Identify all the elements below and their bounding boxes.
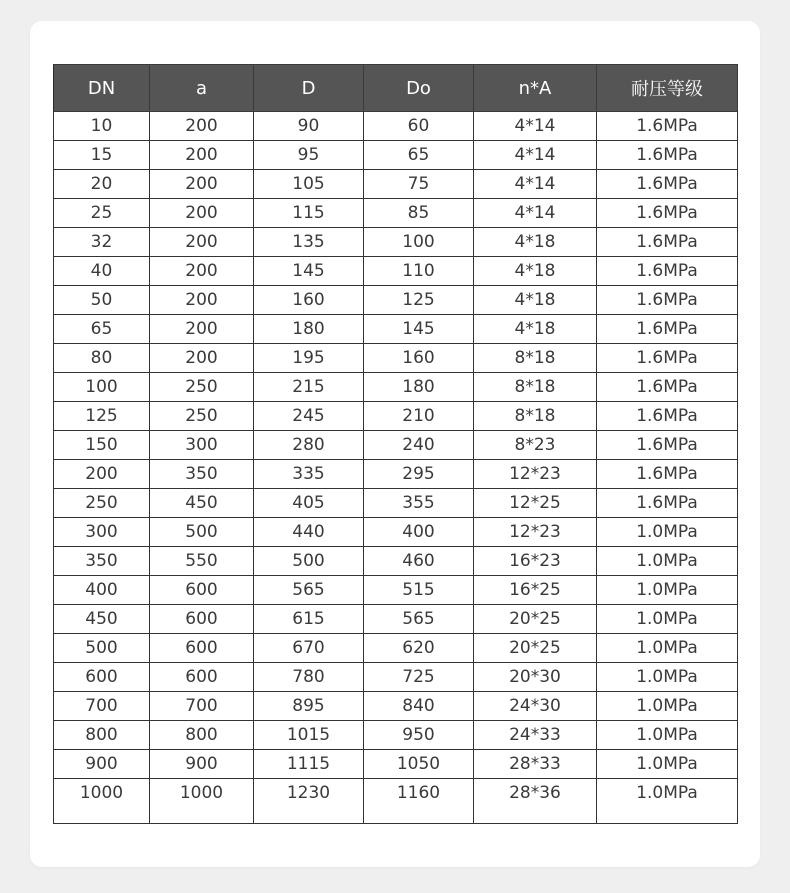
- table-row: [54, 663, 738, 692]
- cell-d: 895: [254, 692, 364, 721]
- cell-d: 95: [254, 141, 364, 170]
- cell-do: 295: [364, 460, 474, 489]
- cell-d: 670: [254, 634, 364, 663]
- cell-dn: 700: [54, 692, 150, 721]
- cell-pressure-rating: 1.6MPa: [597, 460, 738, 489]
- cell-na: 4*14: [474, 199, 597, 228]
- header-na: n*A: [474, 65, 597, 112]
- table-row: [54, 170, 738, 199]
- cell-dn: 15: [54, 141, 150, 170]
- cell-pressure-rating: 1.6MPa: [597, 112, 738, 141]
- cell-na: 24*30: [474, 692, 597, 721]
- cell-a: 200: [150, 257, 254, 286]
- cell-d: 1115: [254, 750, 364, 779]
- table-row: [54, 257, 738, 286]
- cell-na: 4*14: [474, 170, 597, 199]
- cell-a: 200: [150, 228, 254, 257]
- cell-pressure-rating: 1.6MPa: [597, 373, 738, 402]
- table-row: [54, 721, 738, 750]
- cell-dn: 500: [54, 634, 150, 663]
- cell-dn: 50: [54, 286, 150, 315]
- cell-a: 200: [150, 141, 254, 170]
- cell-pressure-rating: 1.6MPa: [597, 286, 738, 315]
- cell-a: 550: [150, 547, 254, 576]
- table-row: [54, 286, 738, 315]
- cell-a: 200: [150, 170, 254, 199]
- cell-d: 1230: [254, 779, 364, 824]
- cell-do: 180: [364, 373, 474, 402]
- cell-na: 20*30: [474, 663, 597, 692]
- table-row: [54, 518, 738, 547]
- table-row: [54, 576, 738, 605]
- table-row: [54, 634, 738, 663]
- cell-a: 1000: [150, 779, 254, 824]
- cell-na: 12*23: [474, 460, 597, 489]
- cell-a: 500: [150, 518, 254, 547]
- cell-d: 780: [254, 663, 364, 692]
- cell-do: 85: [364, 199, 474, 228]
- cell-a: 350: [150, 460, 254, 489]
- cell-na: 4*18: [474, 228, 597, 257]
- cell-d: 565: [254, 576, 364, 605]
- cell-a: 200: [150, 199, 254, 228]
- cell-na: 8*18: [474, 373, 597, 402]
- cell-dn: 65: [54, 315, 150, 344]
- cell-dn: 150: [54, 431, 150, 460]
- cell-pressure-rating: 1.0MPa: [597, 692, 738, 721]
- cell-d: 615: [254, 605, 364, 634]
- cell-do: 125: [364, 286, 474, 315]
- cell-a: 200: [150, 112, 254, 141]
- cell-d: 90: [254, 112, 364, 141]
- cell-a: 600: [150, 576, 254, 605]
- cell-dn: 250: [54, 489, 150, 518]
- cell-na: 4*18: [474, 286, 597, 315]
- cell-na: 12*25: [474, 489, 597, 518]
- cell-pressure-rating: 1.0MPa: [597, 779, 738, 824]
- cell-do: 160: [364, 344, 474, 373]
- header-d: D: [254, 65, 364, 112]
- cell-do: 145: [364, 315, 474, 344]
- cell-d: 280: [254, 431, 364, 460]
- cell-d: 135: [254, 228, 364, 257]
- header-do: Do: [364, 65, 474, 112]
- table-row: [54, 489, 738, 518]
- cell-dn: 125: [54, 402, 150, 431]
- cell-d: 405: [254, 489, 364, 518]
- cell-pressure-rating: 1.6MPa: [597, 402, 738, 431]
- header-row: [54, 65, 738, 112]
- cell-na: 8*18: [474, 344, 597, 373]
- cell-dn: 40: [54, 257, 150, 286]
- cell-d: 215: [254, 373, 364, 402]
- cell-d: 115: [254, 199, 364, 228]
- cell-d: 195: [254, 344, 364, 373]
- table-row: [54, 605, 738, 634]
- cell-pressure-rating: 1.0MPa: [597, 721, 738, 750]
- cell-d: 105: [254, 170, 364, 199]
- cell-dn: 900: [54, 750, 150, 779]
- cell-dn: 80: [54, 344, 150, 373]
- header-pressure-rating: 耐压等级: [597, 65, 738, 112]
- cell-pressure-rating: 1.6MPa: [597, 257, 738, 286]
- cell-a: 450: [150, 489, 254, 518]
- cell-do: 65: [364, 141, 474, 170]
- cell-dn: 32: [54, 228, 150, 257]
- cell-dn: 1000: [54, 779, 150, 824]
- table-body: [54, 112, 738, 824]
- cell-dn: 400: [54, 576, 150, 605]
- cell-na: 28*33: [474, 750, 597, 779]
- table-row: [54, 402, 738, 431]
- table-row: [54, 112, 738, 141]
- cell-a: 250: [150, 402, 254, 431]
- cell-dn: 600: [54, 663, 150, 692]
- cell-dn: 800: [54, 721, 150, 750]
- cell-pressure-rating: 1.0MPa: [597, 518, 738, 547]
- cell-do: 240: [364, 431, 474, 460]
- cell-a: 200: [150, 344, 254, 373]
- cell-pressure-rating: 1.6MPa: [597, 141, 738, 170]
- cell-dn: 350: [54, 547, 150, 576]
- cell-pressure-rating: 1.0MPa: [597, 663, 738, 692]
- cell-d: 440: [254, 518, 364, 547]
- cell-pressure-rating: 1.6MPa: [597, 315, 738, 344]
- cell-do: 355: [364, 489, 474, 518]
- cell-na: 24*33: [474, 721, 597, 750]
- cell-d: 245: [254, 402, 364, 431]
- table-row: [54, 692, 738, 721]
- cell-na: 16*23: [474, 547, 597, 576]
- table-row: [54, 141, 738, 170]
- cell-do: 60: [364, 112, 474, 141]
- cell-pressure-rating: 1.0MPa: [597, 634, 738, 663]
- cell-do: 725: [364, 663, 474, 692]
- table-row: [54, 344, 738, 373]
- cell-d: 500: [254, 547, 364, 576]
- cell-dn: 100: [54, 373, 150, 402]
- cell-a: 250: [150, 373, 254, 402]
- cell-a: 600: [150, 634, 254, 663]
- table-row: [54, 199, 738, 228]
- cell-d: 335: [254, 460, 364, 489]
- cell-do: 620: [364, 634, 474, 663]
- cell-na: 16*25: [474, 576, 597, 605]
- cell-a: 200: [150, 315, 254, 344]
- cell-pressure-rating: 1.0MPa: [597, 750, 738, 779]
- cell-do: 1050: [364, 750, 474, 779]
- cell-do: 565: [364, 605, 474, 634]
- cell-na: 4*18: [474, 315, 597, 344]
- cell-na: 28*36: [474, 779, 597, 824]
- cell-pressure-rating: 1.6MPa: [597, 344, 738, 373]
- cell-pressure-rating: 1.0MPa: [597, 576, 738, 605]
- table-row: [54, 228, 738, 257]
- cell-a: 600: [150, 663, 254, 692]
- table-row: [54, 547, 738, 576]
- cell-a: 900: [150, 750, 254, 779]
- cell-d: 145: [254, 257, 364, 286]
- cell-dn: 10: [54, 112, 150, 141]
- cell-a: 700: [150, 692, 254, 721]
- cell-a: 600: [150, 605, 254, 634]
- cell-do: 840: [364, 692, 474, 721]
- cell-do: 75: [364, 170, 474, 199]
- cell-pressure-rating: 1.6MPa: [597, 199, 738, 228]
- table-row: [54, 431, 738, 460]
- cell-dn: 25: [54, 199, 150, 228]
- cell-do: 210: [364, 402, 474, 431]
- cell-d: 1015: [254, 721, 364, 750]
- cell-pressure-rating: 1.6MPa: [597, 431, 738, 460]
- table-row: [54, 460, 738, 489]
- table-row: [54, 750, 738, 779]
- table-header: [54, 65, 738, 112]
- cell-do: 400: [364, 518, 474, 547]
- table-row: [54, 779, 738, 824]
- cell-a: 800: [150, 721, 254, 750]
- cell-na: 8*23: [474, 431, 597, 460]
- table-row: [54, 373, 738, 402]
- cell-do: 460: [364, 547, 474, 576]
- cell-pressure-rating: 1.0MPa: [597, 605, 738, 634]
- cell-na: 12*23: [474, 518, 597, 547]
- cell-do: 1160: [364, 779, 474, 824]
- flange-spec-table: [53, 64, 738, 824]
- cell-a: 300: [150, 431, 254, 460]
- cell-dn: 20: [54, 170, 150, 199]
- cell-na: 4*18: [474, 257, 597, 286]
- header-a: a: [150, 65, 254, 112]
- cell-dn: 200: [54, 460, 150, 489]
- cell-pressure-rating: 1.6MPa: [597, 489, 738, 518]
- cell-na: 4*14: [474, 112, 597, 141]
- header-dn: DN: [54, 65, 150, 112]
- cell-do: 110: [364, 257, 474, 286]
- cell-do: 950: [364, 721, 474, 750]
- cell-na: 4*14: [474, 141, 597, 170]
- cell-do: 515: [364, 576, 474, 605]
- cell-pressure-rating: 1.0MPa: [597, 547, 738, 576]
- cell-dn: 300: [54, 518, 150, 547]
- cell-a: 200: [150, 286, 254, 315]
- cell-pressure-rating: 1.6MPa: [597, 170, 738, 199]
- cell-na: 8*18: [474, 402, 597, 431]
- cell-pressure-rating: 1.6MPa: [597, 228, 738, 257]
- cell-d: 160: [254, 286, 364, 315]
- table-row: [54, 315, 738, 344]
- cell-dn: 450: [54, 605, 150, 634]
- cell-na: 20*25: [474, 634, 597, 663]
- cell-d: 180: [254, 315, 364, 344]
- cell-do: 100: [364, 228, 474, 257]
- cell-na: 20*25: [474, 605, 597, 634]
